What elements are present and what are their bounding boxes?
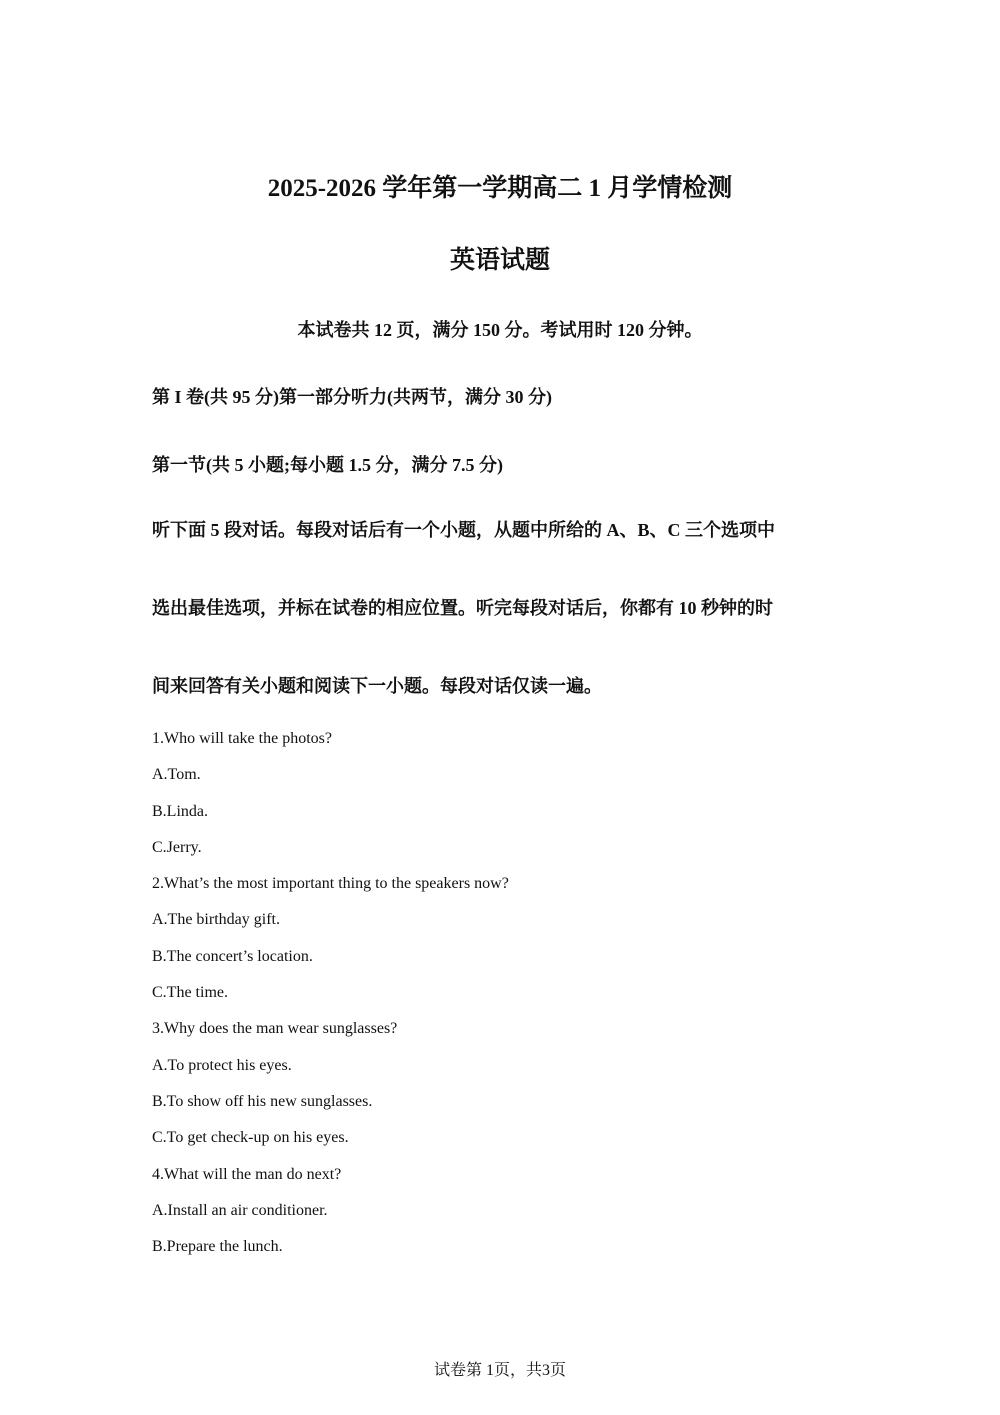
option-line: C.The time. [152,984,228,1002]
option-line: A.Tom. [152,766,201,784]
option-line: A.The birthday gift. [152,911,280,929]
instruction-line: 听下面 5 段对话。每段对话后有一个小题，从题中所给的 A、B、C 三个选项中 [152,520,776,540]
option-line: B.Linda. [152,802,208,820]
instructions [152,502,852,736]
option-line: C.To get check-up on his eyes. [152,1129,349,1147]
exam-subject: 英语试题 [449,247,550,274]
question-4: 4.What will the man do next? [152,1165,342,1183]
question-list [152,727,852,1271]
option-line: B.Prepare the lunch. [152,1238,283,1256]
page-footer: 试卷第 1页，共3页 [433,1362,566,1379]
option-line: B.The concert’s location. [152,947,313,965]
instruction-line: 间来回答有关小题和阅读下一小题。每段对话仅读一遍。 [152,676,602,696]
exam-notice: 本试卷共 12 页，满分 150 分。考试用时 120 分钟。 [297,320,703,340]
question-3: 3.Why does the man wear sunglasses? [152,1020,398,1038]
option-line: B.To show off his new sunglasses. [152,1092,373,1110]
option-line: A.Install an air conditioner. [152,1201,328,1219]
section-heading: 第一节(共 5 小题;每小题 1.5 分，满分 7.5 分) [152,455,503,475]
question-2: 2.What’s the most important thing to the speakers now? [152,875,509,893]
option-line: C.Jerry. [152,838,202,856]
instruction-line: 选出最佳选项，并标在试卷的相应位置。听完每段对话后，你都有 10 秒钟的时 [152,598,773,618]
part-heading: 第 I 卷(共 95 分)第一部分听力(共两节，满分 30 分) [152,387,552,407]
exam-title: 2025-2026 学年第一学期高二 1 月学情检测 [267,175,733,202]
option-line: A.To protect his eyes. [152,1056,292,1074]
question-1: 1.Who will take the photos? [152,730,332,747]
